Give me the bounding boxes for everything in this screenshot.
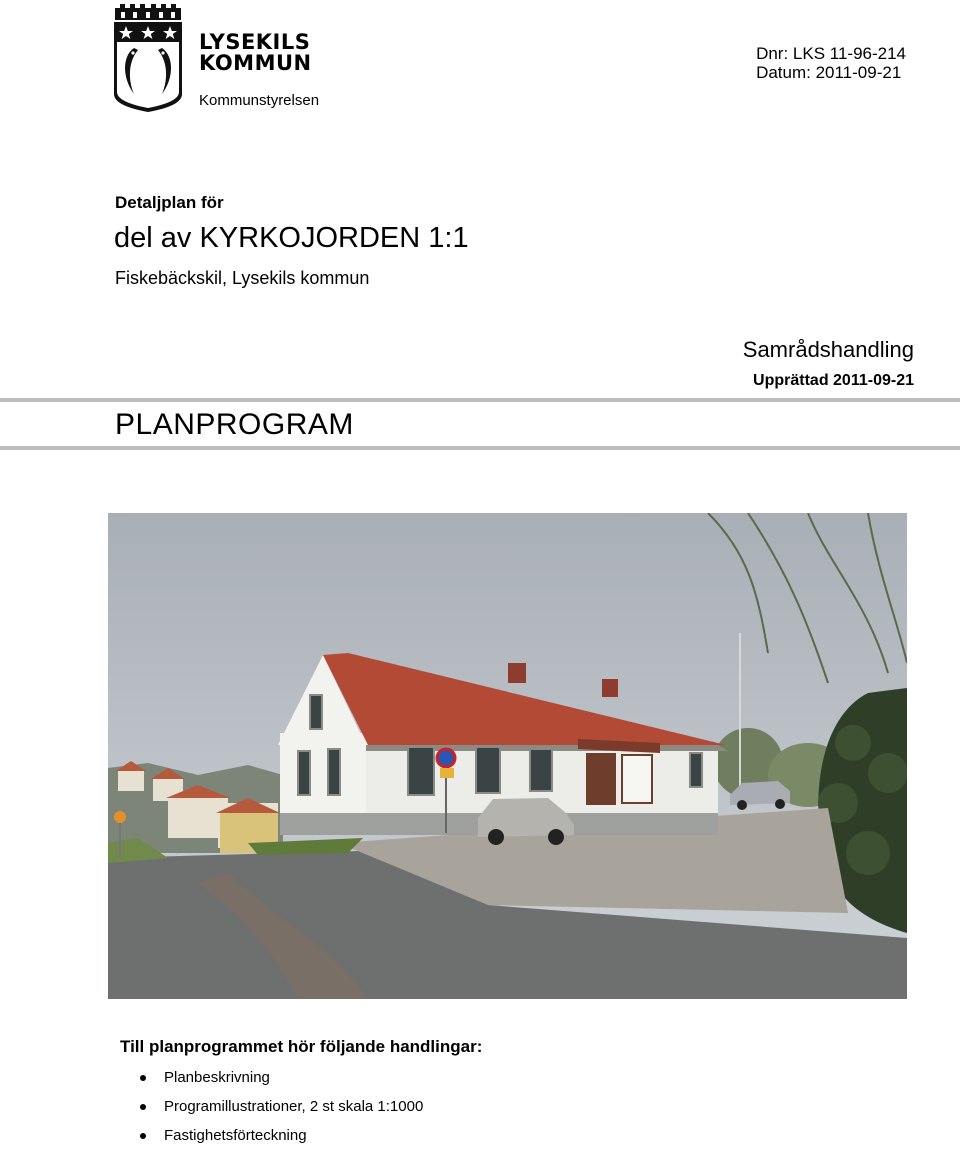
document-stage: Samrådshandling: [742, 337, 914, 362]
list-item: [140, 1068, 423, 1097]
diary-number: Dnr: LKS 11-96-214: [756, 44, 906, 63]
location-subtitle: Fiskebäckskil, Lysekils kommun: [115, 268, 370, 288]
plan-type-label: Detaljplan för: [115, 193, 224, 212]
bullet-icon: [140, 1133, 146, 1139]
list-item-label: Programillustrationer, 2 st skala 1:1000: [164, 1098, 424, 1115]
org-name-line1: LYSEKILS: [199, 30, 311, 54]
list-item: [140, 1097, 423, 1126]
bullet-icon: [140, 1104, 146, 1110]
prepared-date: Upprättad 2011-09-21: [753, 372, 914, 389]
divider-top: [0, 398, 960, 402]
list-item-label: Fastighetsförteckning: [164, 1127, 307, 1144]
bullet-icon: [140, 1075, 146, 1081]
document-reference: [756, 44, 906, 82]
attachments-list: [140, 1068, 423, 1155]
divider-bottom: [0, 446, 960, 450]
org-name-line2: KOMMUN: [199, 51, 312, 75]
list-item: [140, 1126, 423, 1155]
page-title: del av KYRKOJORDEN 1:1: [114, 222, 469, 254]
list-item-label: Planbeskrivning: [164, 1069, 270, 1086]
document-date: Datum: 2011-09-21: [756, 63, 902, 82]
municipality-crest-logo: [112, 2, 184, 114]
organization-unit: Kommunstyrelsen: [199, 92, 320, 109]
attachments-heading: Till planprogrammet hör följande handlingar:: [120, 1037, 483, 1056]
organization-name: [199, 32, 312, 74]
document-type: PLANPROGRAM: [115, 408, 354, 441]
cover-photo: [108, 513, 907, 999]
